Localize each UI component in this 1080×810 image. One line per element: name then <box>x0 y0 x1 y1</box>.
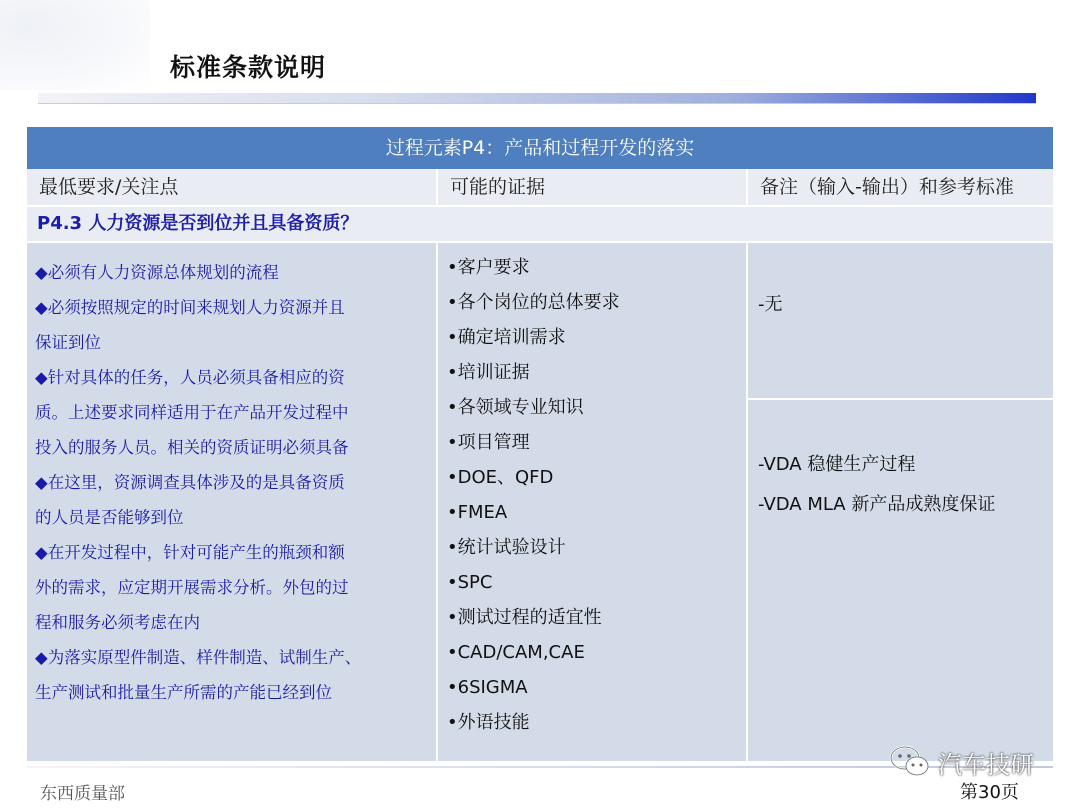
requirement-line: 程和服务必须考虑在内 <box>35 613 200 632</box>
standard-table <box>27 127 1053 761</box>
note-vda-item: -VDA 稳健生产过程 <box>758 454 916 475</box>
column-divider <box>746 169 748 205</box>
requirement-line: 投入的服务人员。相关的资质证明必须具备 <box>35 438 349 457</box>
column-header-notes: 备注（输入-输出）和参考标准 <box>748 169 1053 205</box>
evidence-item: •6SIGMA <box>447 677 528 698</box>
evidence-item: •SPC <box>447 572 493 593</box>
evidence-item: •客户要求 <box>447 257 530 278</box>
requirement-line: 外的需求，应定期开展需求分析。外包的过 <box>35 578 349 597</box>
section-heading: P4.3 人力资源是否到位并且具备资质？ <box>27 207 1053 241</box>
requirement-line: 质。上述要求同样适用于在产品开发过程中 <box>35 403 349 422</box>
requirement-line: ◆为落实原型件制造、样件制造、试制生产、 <box>35 648 362 667</box>
column-header-requirements: 最低要求/关注点 <box>27 169 436 205</box>
notes-divider <box>748 398 1053 400</box>
evidence-item: •FMEA <box>447 502 508 523</box>
row-divider <box>27 205 1053 207</box>
requirement-line: 的人员是否能够到位 <box>35 508 184 527</box>
requirement-line: ◆必须按照规定的时间来规划人力资源并且 <box>35 298 345 317</box>
requirements-list <box>35 255 430 710</box>
requirement-line: 保证到位 <box>35 333 101 352</box>
evidence-item: •项目管理 <box>447 432 530 453</box>
evidence-item: •CAD/CAM,CAE <box>447 642 585 663</box>
requirement-line: ◆在这里，资源调查具体涉及的是具备资质 <box>35 473 345 492</box>
page-number: 第30页 <box>960 782 1019 803</box>
evidence-item: •各领域专业知识 <box>447 397 584 418</box>
column-divider <box>436 243 438 761</box>
row-divider <box>27 241 1053 243</box>
watermark-text: 汽车技研 <box>938 750 1034 779</box>
page-title: 标准条款说明 <box>170 53 327 82</box>
corner-logo <box>0 0 150 90</box>
wechat-icon <box>888 744 932 780</box>
note-none: -无 <box>758 294 783 315</box>
column-header-evidence: 可能的证据 <box>438 169 746 205</box>
requirement-line: ◆必须有人力资源总体规划的流程 <box>35 263 279 282</box>
table-title: 过程元素P4：产品和过程开发的落实 <box>27 127 1053 169</box>
requirement-line: ◆针对具体的任务，人员必须具备相应的资 <box>35 368 345 387</box>
requirement-line: 生产测试和批量生产所需的产能已经到位 <box>35 683 332 702</box>
requirement-line: ◆在开发过程中，针对可能产生的瓶颈和额 <box>35 543 345 562</box>
column-divider <box>436 169 438 205</box>
evidence-item: •DOE、QFD <box>447 467 554 488</box>
evidence-item: •测试过程的适宜性 <box>447 607 602 628</box>
evidence-list <box>447 250 747 740</box>
watermark <box>888 742 1034 782</box>
department-label: 东西质量部 <box>40 784 125 804</box>
evidence-item: •各个岗位的总体要求 <box>447 292 620 313</box>
evidence-item: •确定培训需求 <box>447 327 566 348</box>
evidence-item: •培训证据 <box>447 362 530 383</box>
evidence-item: •外语技能 <box>447 712 530 733</box>
title-gradient-bar <box>38 93 1036 104</box>
evidence-item: •统计试验设计 <box>447 537 566 558</box>
note-vda-item: -VDA MLA 新产品成熟度保证 <box>758 494 996 515</box>
note-vda-list <box>758 445 995 525</box>
